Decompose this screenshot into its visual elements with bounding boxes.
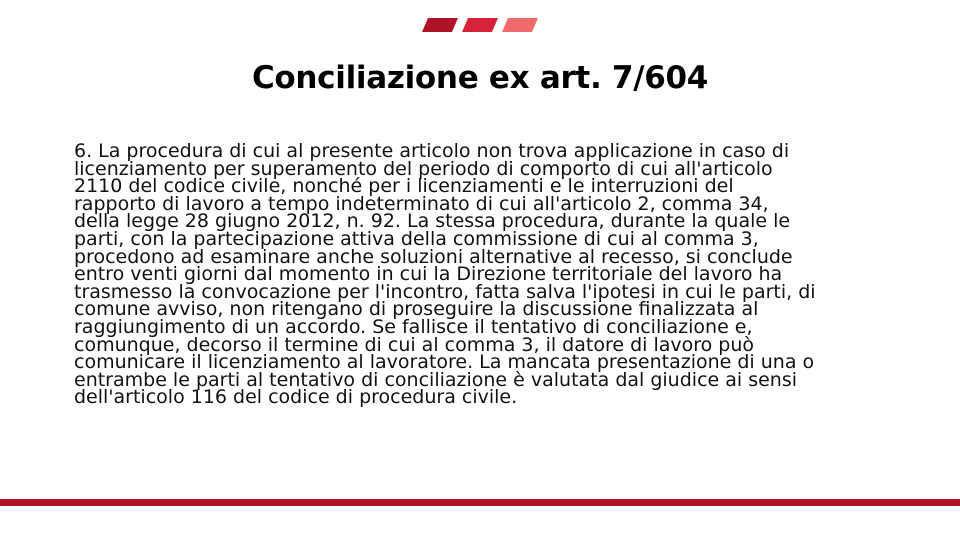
body-line: trasmesso la convocazione per l'incontro, fatta salva l'ipotesi in cui le parti, di: [74, 280, 816, 303]
logo-stripe-1: [422, 18, 458, 32]
body-line: rapporto di lavoro a tempo indeterminato di cui all'articolo 2, comma 34,: [74, 192, 769, 215]
body-line: procedono ad esaminare anche soluzioni alternative al recesso, si conclude: [74, 245, 793, 268]
logo-stripes-icon: [422, 18, 538, 32]
body-line: 6. La procedura di cui al presente articolo non trova applicazione in caso di: [74, 140, 790, 162]
logo-stripe-3: [502, 18, 538, 32]
body-line: comune avviso, non ritengano di proseguire la discussione finalizzata al: [74, 298, 759, 321]
body-line: entrambe le parti al tentativo di conciliazione è valutata dal giudice ai sensi: [74, 368, 798, 391]
body-line: parti, con la partecipazione attiva della commissione di cui al comma 3,: [74, 227, 759, 250]
body-line: raggiungimento di un accordo. Se fallisce il tentativo di conciliazione e,: [74, 315, 753, 338]
body-line: dell'articolo 116 del codice di procedura civile.: [74, 386, 518, 409]
body-line: licenziamento per superamento del periodo di comporto di cui all'articolo: [74, 157, 773, 180]
slide-title: Conciliazione ex art. 7/604: [251, 60, 709, 96]
body-paragraph: [74, 140, 886, 409]
body-line: comunque, decorso il termine di cui al comma 3, il datore di lavoro può: [74, 333, 755, 356]
body-line: della legge 28 giugno 2012, n. 92. La stessa procedura, durante la quale le: [74, 210, 791, 233]
body-line: 2110 del codice civile, nonché per i licenziamenti e le interruzioni del: [74, 175, 734, 198]
body-line: comunicare il licenziamento al lavoratore. La mancata presentazione di una o: [74, 351, 815, 374]
body-line: entro venti giorni dal momento in cui la Direzione territoriale del lavoro ha: [74, 263, 783, 286]
footer-accent-bar: [0, 499, 960, 506]
logo-stripe-2: [462, 18, 498, 32]
